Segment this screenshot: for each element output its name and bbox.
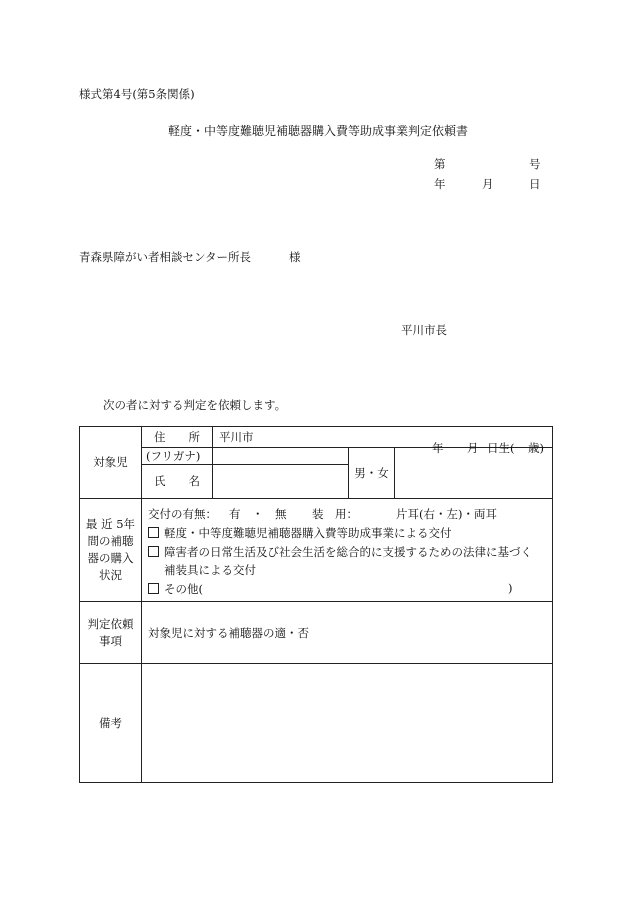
intro-text: 次の者に対する判定を依頼します。 xyxy=(103,398,287,412)
name-field[interactable] xyxy=(213,465,349,499)
remarks-field[interactable] xyxy=(142,664,553,783)
date-month: 月 xyxy=(482,177,494,191)
sender: 平川市長 xyxy=(401,323,447,337)
remarks-label: 備考 xyxy=(80,664,142,783)
purchase-status-label: 最 近 5年 間の補聴 器の購入 状況 xyxy=(80,499,142,602)
address-value: 平川市 xyxy=(213,427,553,448)
request-item-label: 判定依頼 事項 xyxy=(80,602,142,664)
addressee: 青森県障がい者相談センター所長 xyxy=(79,250,252,264)
form-number: 様式第4号(第5条関係) xyxy=(79,87,195,101)
gender-options[interactable]: 男・女 xyxy=(349,448,395,499)
checkbox-icon[interactable] xyxy=(148,546,159,557)
checkbox-row-3[interactable]: その他( xyxy=(148,581,203,597)
address-label: 住 所 xyxy=(142,427,213,448)
honorific: 様 xyxy=(289,250,301,264)
birth-date-field[interactable] xyxy=(395,441,553,499)
checkbox-row-2[interactable]: 障害者の日常生活及び社会生活を総合的に支援するための法律に基づく xyxy=(148,544,532,560)
checkbox-row-2-cont: 補装具による交付 xyxy=(164,563,256,577)
wear-label: 装 用： xyxy=(312,507,358,521)
doc-no-go: 号 xyxy=(529,157,541,171)
checkbox-row-1[interactable]: 軽度・中等度難聴児補聴器購入費等助成事業による交付 xyxy=(148,525,452,541)
request-form-table xyxy=(79,426,553,783)
birth-day: 日生( xyxy=(487,441,515,455)
date-day: 日 xyxy=(529,177,541,191)
request-item-value: 対象児に対する補聴器の適・否 xyxy=(142,602,553,664)
checkbox-icon[interactable] xyxy=(148,583,159,594)
name-label: 氏 名 xyxy=(142,465,213,499)
subject-label: 対象児 xyxy=(80,427,142,499)
date-year: 年 xyxy=(434,177,446,191)
doc-no-dai: 第 xyxy=(434,157,446,171)
birth-month: 月 xyxy=(467,441,479,455)
document-title: 軽度・中等度難聴児補聴器購入費等助成事業判定依頼書 xyxy=(168,124,469,138)
furigana-field[interactable] xyxy=(213,448,349,465)
other-close-paren: ) xyxy=(508,581,513,595)
grant-label: 交付の有無： xyxy=(148,507,217,521)
wear-options[interactable]: 片耳(右・左)・両耳 xyxy=(396,507,497,521)
grant-options[interactable]: 有 ・ 無 xyxy=(229,507,287,521)
age: 歳) xyxy=(528,441,544,455)
birth-year: 年 xyxy=(432,441,444,455)
checkbox-icon[interactable] xyxy=(148,527,159,538)
purchase-status-content xyxy=(142,499,553,602)
furigana-label: (フリガナ) xyxy=(142,448,213,465)
